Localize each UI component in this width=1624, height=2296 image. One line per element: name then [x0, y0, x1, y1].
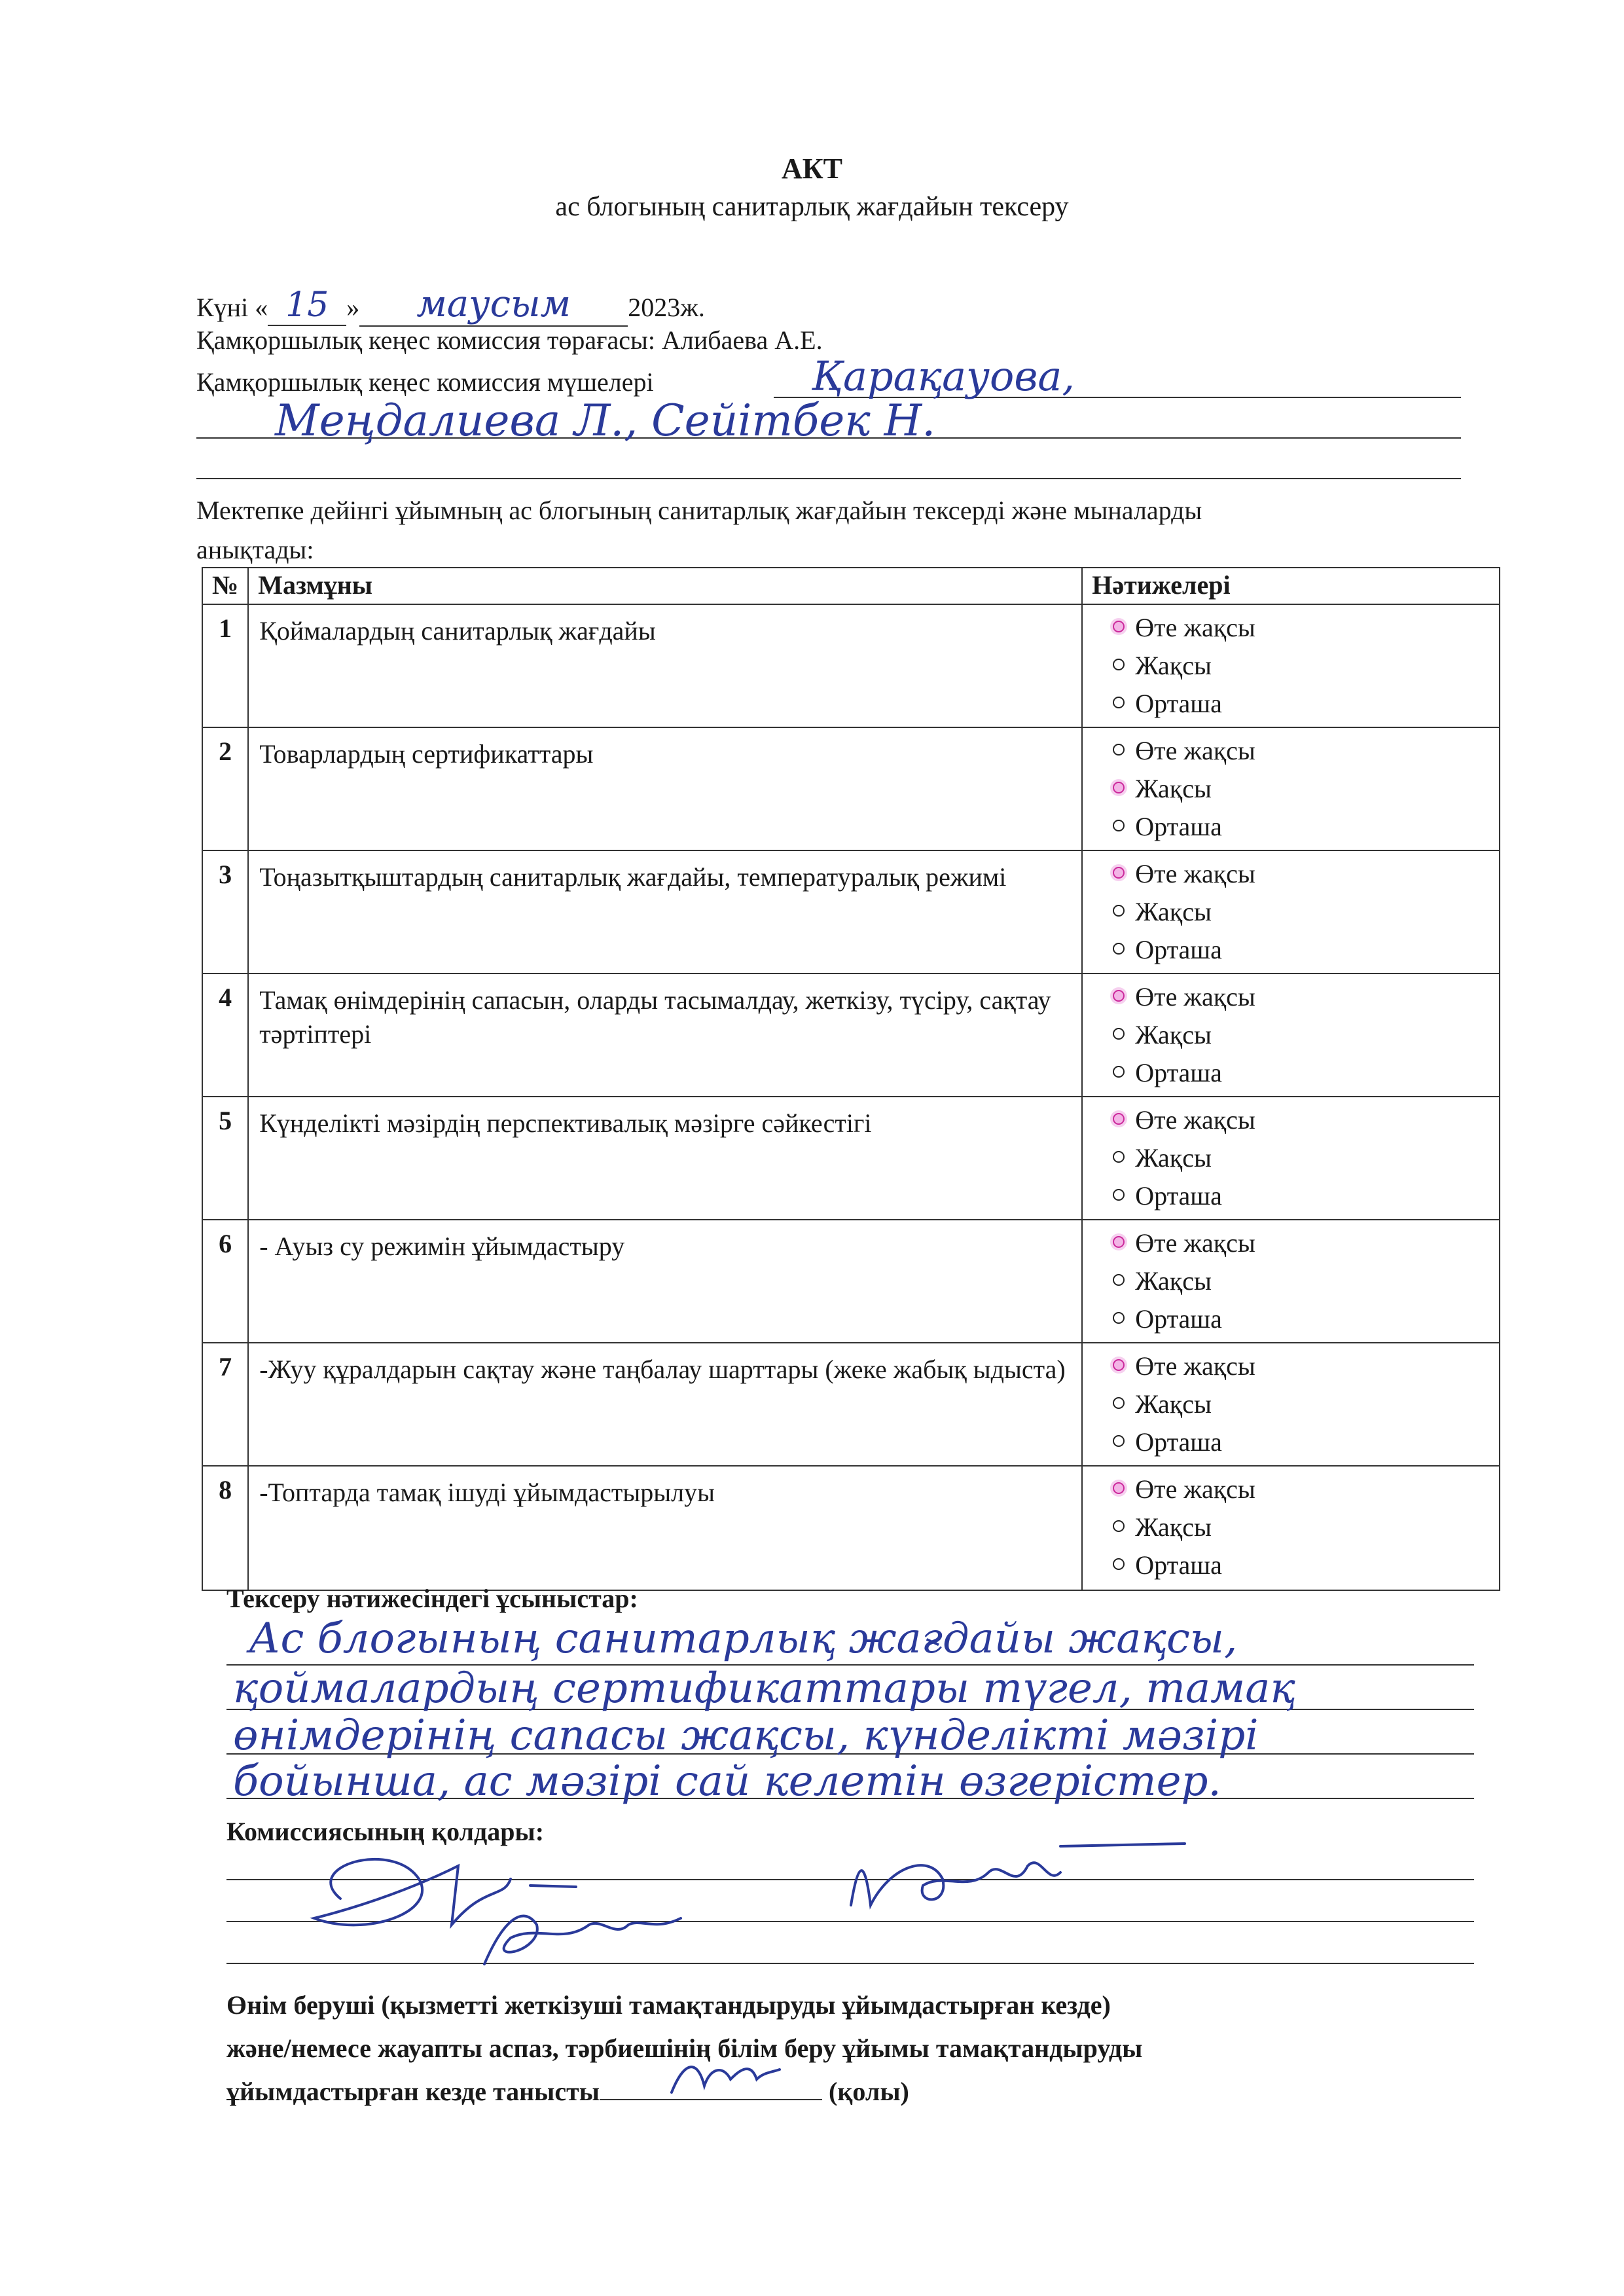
result-option[interactable] — [1083, 685, 1499, 723]
result-option[interactable] — [1083, 1347, 1499, 1385]
row-number: 1 — [202, 604, 248, 727]
row-content: Қоймалардың санитарлық жағдайы — [248, 604, 1082, 727]
result-option-label: Жақсы — [1135, 651, 1212, 680]
result-option[interactable] — [1083, 1054, 1499, 1092]
date-line — [196, 283, 705, 327]
row-results — [1082, 727, 1500, 850]
radio-empty-icon[interactable] — [1113, 697, 1125, 708]
result-option[interactable] — [1083, 978, 1499, 1016]
signature-1-icon — [314, 1859, 576, 1925]
radio-selected-icon[interactable] — [1113, 1359, 1125, 1371]
radio-empty-icon[interactable] — [1113, 1520, 1125, 1532]
result-option[interactable] — [1083, 647, 1499, 685]
result-option[interactable] — [1083, 1470, 1499, 1508]
result-option-label: Орташа — [1135, 1427, 1222, 1457]
radio-selected-icon[interactable] — [1113, 867, 1125, 879]
result-option-label: Жақсы — [1135, 1512, 1212, 1542]
row-content: Тамақ өнімдерінің сапасын, оларды тасымалдау, жеткізу, түсіру, сақтау тәртіптері — [248, 974, 1082, 1097]
footer-signature-field — [600, 2073, 822, 2100]
date-month-handwritten: маусым — [416, 283, 571, 325]
result-option-label: Өте жақсы — [1135, 859, 1255, 888]
radio-empty-icon[interactable] — [1113, 1151, 1125, 1163]
result-option[interactable] — [1083, 1224, 1499, 1262]
intro-line-2: анықтады: — [196, 535, 314, 564]
row-number: 2 — [202, 727, 248, 850]
members-handwritten-1: Қарақауова, — [812, 352, 1075, 400]
table-row — [202, 1097, 1500, 1220]
result-option[interactable] — [1083, 770, 1499, 808]
row-number: 5 — [202, 1097, 248, 1220]
header-num: № — [202, 568, 248, 604]
row-content: -Топтарда тамақ ішуді ұйымдастырылуы — [248, 1466, 1082, 1590]
document-title: АКТ — [781, 153, 843, 185]
result-option[interactable] — [1083, 931, 1499, 969]
result-option-label: Жақсы — [1135, 1266, 1212, 1296]
result-option-label: Орташа — [1135, 1058, 1222, 1087]
table-row — [202, 974, 1500, 1097]
result-option[interactable] — [1083, 1016, 1499, 1054]
radio-empty-icon[interactable] — [1113, 744, 1125, 756]
row-number: 7 — [202, 1343, 248, 1466]
recommendations-label: Тексеру нәтижесіндегі ұсыныстар: — [226, 1584, 638, 1613]
radio-selected-icon[interactable] — [1113, 782, 1125, 793]
result-option[interactable] — [1083, 1262, 1499, 1300]
table-header-row — [202, 568, 1500, 604]
radio-selected-icon[interactable] — [1113, 990, 1125, 1002]
date-mid: » — [346, 293, 360, 322]
radio-empty-icon[interactable] — [1113, 1066, 1125, 1078]
table-row — [202, 1466, 1500, 1590]
result-option[interactable] — [1083, 808, 1499, 846]
radio-selected-icon[interactable] — [1113, 1113, 1125, 1125]
members-handwritten-2: Меңдалиева Л., Сейітбек Н. — [275, 395, 936, 446]
result-option[interactable] — [1083, 1139, 1499, 1177]
result-option-label: Орташа — [1135, 1304, 1222, 1334]
result-option-label: Өте жақсы — [1135, 982, 1255, 1011]
radio-empty-icon[interactable] — [1113, 1189, 1125, 1201]
footer-signature-icon — [665, 2053, 783, 2099]
result-option[interactable] — [1083, 855, 1499, 893]
radio-empty-icon[interactable] — [1113, 820, 1125, 831]
result-option[interactable] — [1083, 609, 1499, 647]
result-option-label: Өте жақсы — [1135, 736, 1255, 765]
row-results — [1082, 1097, 1500, 1220]
row-content: Тоңазытқыштардың санитарлық жағдайы, температуралық режимі — [248, 850, 1082, 974]
header-content: Мазмұны — [248, 568, 1082, 604]
row-number: 8 — [202, 1466, 248, 1590]
radio-empty-icon[interactable] — [1113, 1274, 1125, 1286]
result-option[interactable] — [1083, 893, 1499, 931]
row-results — [1082, 974, 1500, 1097]
result-option-label: Өте жақсы — [1135, 1228, 1255, 1258]
recommendation-hand-2: қоймалардың сертификаттары түгел, тамақ — [233, 1664, 1296, 1713]
recommendation-hand-4: бойынша, ас мәзірі сай келетін өзгерістер. — [233, 1757, 1221, 1806]
date-day-field — [268, 285, 346, 326]
result-option-label: Орташа — [1135, 689, 1222, 718]
intro-line-1: Мектепке дейінгі ұйымның ас блогының санитарлық жағдайын тексерді және мыналарды — [196, 496, 1202, 525]
row-content: - Ауыз су режимін ұйымдастыру — [248, 1220, 1082, 1343]
row-results — [1082, 1466, 1500, 1590]
radio-empty-icon[interactable] — [1113, 1312, 1125, 1324]
signature-2-icon — [484, 1916, 681, 1965]
members-rule-3 — [196, 478, 1461, 479]
result-option[interactable] — [1083, 1101, 1499, 1139]
row-content: -Жуу құралдарын сақтау және таңбалау шарттары (жеке жабық ыдыста) — [248, 1343, 1082, 1466]
radio-empty-icon[interactable] — [1113, 1558, 1125, 1570]
table-row — [202, 1343, 1500, 1466]
date-month-field — [359, 283, 628, 327]
signature-scribbles-icon — [288, 1827, 1204, 1984]
row-results — [1082, 604, 1500, 727]
radio-empty-icon[interactable] — [1113, 1397, 1125, 1409]
result-option-label: Орташа — [1135, 935, 1222, 964]
radio-selected-icon[interactable] — [1113, 1482, 1125, 1494]
result-option-label: Жақсы — [1135, 1143, 1212, 1173]
radio-empty-icon[interactable] — [1113, 905, 1125, 917]
footer-line-3-prefix: ұйымдастырған кезде танысты — [226, 2077, 600, 2106]
result-option-label: Жақсы — [1135, 1389, 1212, 1419]
result-option-label: Орташа — [1135, 1550, 1222, 1580]
row-results — [1082, 1343, 1500, 1466]
date-day-handwritten: 15 — [285, 285, 329, 325]
result-option-label: Өте жақсы — [1135, 1474, 1255, 1504]
row-content: Товарлардың сертификаттары — [248, 727, 1082, 850]
signatures-label: Комиссиясының қолдары: — [226, 1817, 545, 1846]
result-option-label: Өте жақсы — [1135, 1105, 1255, 1135]
radio-selected-icon[interactable] — [1113, 621, 1125, 632]
row-number: 3 — [202, 850, 248, 974]
row-number: 4 — [202, 974, 248, 1097]
date-suffix: 2023ж. — [628, 293, 705, 322]
table-row — [202, 1220, 1500, 1343]
footer-block — [226, 1984, 1470, 2113]
radio-empty-icon[interactable] — [1113, 943, 1125, 955]
result-option-label: Орташа — [1135, 812, 1222, 841]
table-row — [202, 727, 1500, 850]
footer-line-3 — [226, 2070, 1470, 2113]
header-results: Нәтижелері — [1082, 568, 1500, 604]
document-subtitle: ас блогының санитарлық жағдайын тексеру — [555, 192, 1069, 222]
recommendation-hand-3: өнімдерінің сапасы жақсы, күнделікті мәзірі — [233, 1711, 1259, 1760]
table-row — [202, 850, 1500, 974]
radio-empty-icon[interactable] — [1113, 1028, 1125, 1040]
radio-selected-icon[interactable] — [1113, 1236, 1125, 1248]
result-option[interactable] — [1083, 1385, 1499, 1423]
footer-line-2: және/немесе жауапты аспаз, тәрбиешінің білім беру ұйымы тамақтандыруды — [226, 2033, 1143, 2063]
result-option[interactable] — [1083, 1423, 1499, 1461]
members-label: Қамқоршылық кеңес комиссия мүшелері — [196, 367, 654, 397]
inspection-table — [202, 567, 1500, 1591]
footer-line-3-suffix: (қолы) — [829, 2077, 909, 2106]
row-number: 6 — [202, 1220, 248, 1343]
result-option-label: Өте жақсы — [1135, 613, 1255, 642]
footer-line-1: Өнім беруші (қызметті жеткізуші тамақтандыруды ұйымдастырған кезде) — [226, 1990, 1111, 2020]
result-option[interactable] — [1083, 1508, 1499, 1546]
signature-3-icon — [851, 1844, 1185, 1905]
row-results — [1082, 850, 1500, 974]
recommendation-hand-1: Ас блогының санитарлық жағдайы жақсы, — [249, 1614, 1238, 1663]
result-option-label: Өте жақсы — [1135, 1351, 1255, 1381]
radio-empty-icon[interactable] — [1113, 659, 1125, 670]
row-content: Күнделікті мәзірдің перспективалық мәзірге сәйкестігі — [248, 1097, 1082, 1220]
result-option[interactable] — [1083, 1546, 1499, 1584]
date-prefix: Күні « — [196, 293, 268, 322]
radio-empty-icon[interactable] — [1113, 1435, 1125, 1447]
table-row — [202, 604, 1500, 727]
result-option-label: Жақсы — [1135, 774, 1212, 803]
chair-line: Қамқоршылық кеңес комиссия төрағасы: Алибаева А.Е. — [196, 325, 823, 355]
result-option[interactable] — [1083, 732, 1499, 770]
result-option-label: Жақсы — [1135, 897, 1212, 926]
result-option[interactable] — [1083, 1177, 1499, 1215]
row-results — [1082, 1220, 1500, 1343]
result-option-label: Орташа — [1135, 1181, 1222, 1211]
result-option-label: Жақсы — [1135, 1020, 1212, 1049]
result-option[interactable] — [1083, 1300, 1499, 1338]
